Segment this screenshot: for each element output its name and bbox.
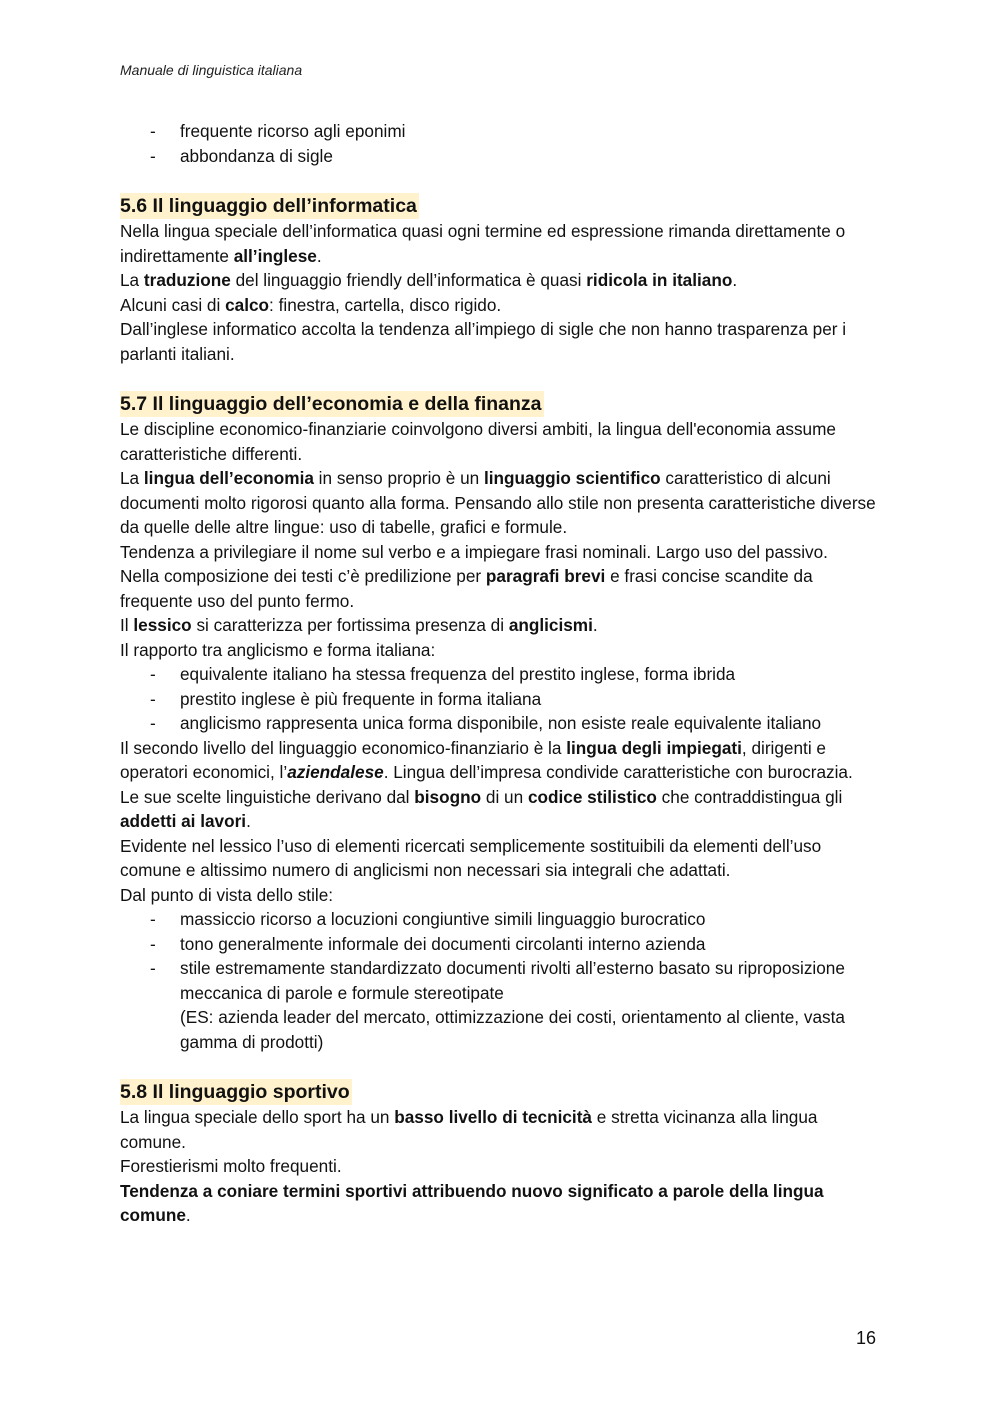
paragraph: Forestierismi molto frequenti. [120,1156,342,1176]
text: e stretta vicinanza alla lingua comune. [120,1107,818,1152]
paragraph: Dal punto di vista dello stile: [120,884,334,905]
list-item: - abbondanza di sigle [120,144,880,169]
text: . [185,1205,191,1225]
text: . [246,811,251,831]
paragraph [120,736,880,785]
text: e frasi concise scandite da frequente uso del punto fermo. [120,566,813,611]
text: Le sue scelte linguistiche derivano dal [120,786,415,807]
text: La [120,468,144,488]
bold-text: all’inglese [233,245,317,266]
bold-text: Tendenza a coniare termini sportivi attribuendo nuovo significato a parole della lingua comune [120,1180,824,1225]
page-number: 16 [856,1328,877,1348]
text: . Lingua dell’impresa condivide caratteristiche con burocrazia. [383,762,853,782]
paragraph [120,268,880,293]
text: stile estremamente standardizzato documenti rivolti all’esterno basato su riproposizione meccanica di parole e formule stereotipate [180,958,845,1003]
bold-text: traduzione [143,270,231,290]
bold-text: codice stilistico [527,786,657,807]
section-5-6-heading [120,193,880,219]
list-item: - tono generalmente informale dei documenti circolanti interno azienda [120,932,880,957]
page-content [120,119,880,1228]
running-header: Manuale di linguistica italiana [120,62,303,78]
text: del linguaggio friendly dell’informatica è quasi [230,270,587,290]
list-item: - equivalente italiano ha stessa frequenza del prestito inglese, forma ibrida [120,662,880,687]
text: Alcuni casi di [120,294,226,315]
paragraph [120,613,880,638]
bold-text: addetti ai lavori [120,811,247,831]
bold-text: anglicismi [508,615,593,635]
bold-text: linguaggio scientifico [483,468,661,488]
paragraph: Evidente nel lessico l’uso di elementi ricercati semplicemente sostituibili da elementi dell’uso comune e altissimo numero di anglicismi non necessari sia integrali che adattati. [120,835,822,880]
intro-list [120,119,880,168]
bold-text: lingua dell’economia [143,468,314,488]
text: La lingua speciale dello sport ha un [120,1107,395,1127]
section-title: 5.7 Il linguaggio dell’economia e della finanza [120,393,542,415]
example-text: (ES: azienda leader del mercato, ottimizzazione dei costi, orientamento al cliente, vasta gamma di prodotti) [180,1007,845,1052]
list-item: - anglicismo rappresenta unica forma disponibile, non esiste reale equivalente italiano [120,711,880,736]
text: . [592,615,598,635]
list-item: - prestito inglese è più frequente in forma italiana [120,687,880,712]
text: che contraddistingua gli [656,786,843,807]
bold-text: paragrafi brevi [485,566,606,586]
paragraph: Tendenza a privilegiare il nome sul verbo e a impiegare frasi nominali. Largo uso del passivo. [120,541,828,562]
text: in senso proprio è un [313,468,484,488]
paragraph [120,1179,880,1228]
paragraph: Il rapporto tra anglicismo e forma italiana: [120,639,436,660]
section-title: 5.8 Il linguaggio sportivo [120,1081,350,1103]
text: , dirigenti e operatori economici, l’ [120,737,826,782]
text: si caratterizza per fortissima presenza di [191,615,509,635]
section-title: 5.6 Il linguaggio dell’informatica [120,195,417,217]
text: La [120,270,144,290]
list-item: - frequente ricorso agli eponimi [120,119,880,144]
bold-text: basso livello di tecnicità [394,1107,592,1127]
list-item: - massiccio ricorso a locuzioni congiuntive simili linguaggio burocratico [120,907,880,932]
text: : finestra, cartella, disco rigido. [269,294,502,315]
paragraph: Dall’inglese informatico accolta la tendenza all’impiego di sigle che non hanno trasparenza per i parlanti italiani. [120,319,847,364]
section-5-8-heading [120,1079,880,1105]
text: Nella composizione dei testi c’è predilizione per [120,566,486,586]
anglicism-list [120,662,880,736]
text: caratteristico di alcuni documenti molto rigorosi quanto alla forma. Pensando allo stile non presenta caratteristiche diverse da quelle delle altre lingue: uso di tabelle, grafici e formule. [120,468,876,537]
paragraph [120,564,880,613]
bold-text: lessico [133,615,192,635]
paragraph [120,1105,880,1154]
bold-text: calco [225,294,270,315]
paragraph [120,466,880,540]
bold-text: bisogno [414,786,482,807]
bold-text: ridicola in italiano [586,270,733,290]
bold-text: lingua degli impiegati [566,737,742,758]
style-list [120,907,880,1054]
paragraph [120,219,880,268]
list-item [120,956,880,1054]
bold-italic-text: aziendalese [287,762,384,782]
section-5-7-heading [120,391,880,417]
text: . [316,245,322,266]
text: . [732,270,738,290]
text: di un [481,786,528,807]
text: Il [120,615,134,635]
paragraph [120,785,880,834]
text: Nella lingua speciale dell’informatica quasi ogni termine ed espressione rimanda direttamente o indirettamente [120,221,846,266]
paragraph [120,293,880,318]
text: Il secondo livello del linguaggio economico-finanziario è la [120,737,567,758]
paragraph: Le discipline economico-finanziarie coinvolgono diversi ambiti, la lingua dell'economia assume caratteristiche differenti. [120,419,836,464]
